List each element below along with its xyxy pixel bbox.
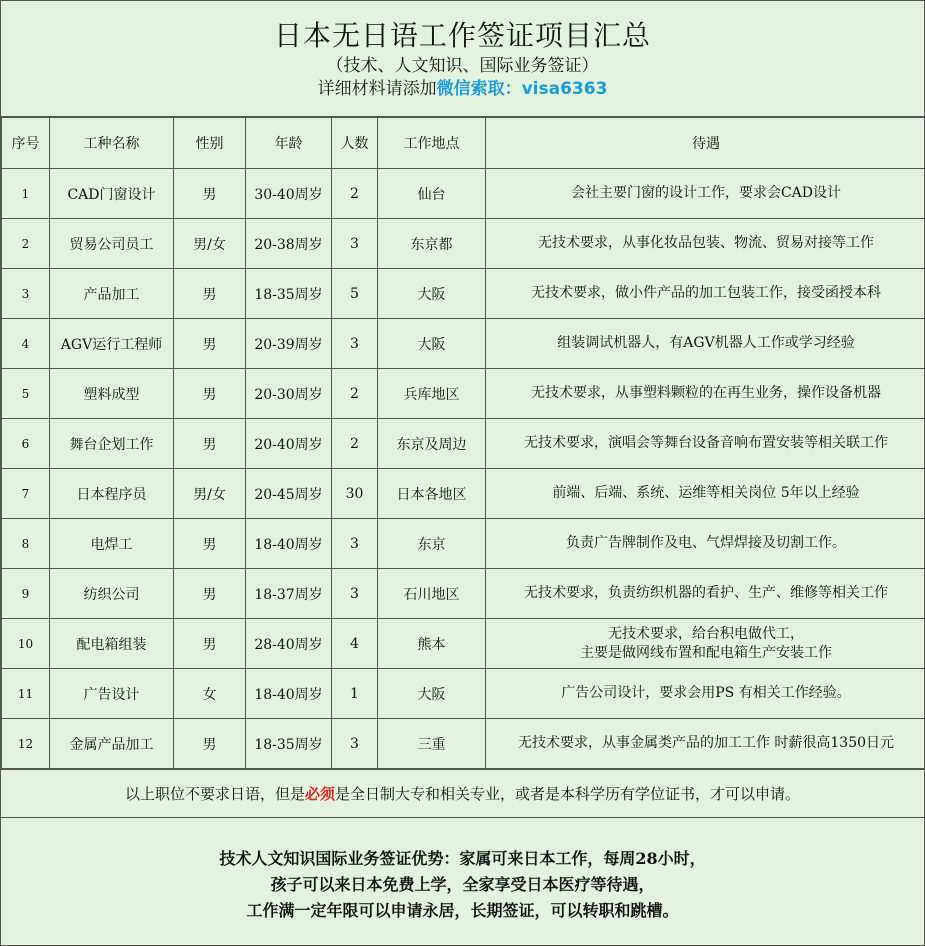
benefit-line: 会社主要门窗的设计工作，要求会CAD设计: [570, 185, 842, 201]
cell-count: 3: [332, 719, 378, 769]
cell-count: 4: [332, 619, 378, 669]
cell-count: 5: [332, 269, 378, 319]
cell-count: 2: [332, 169, 378, 219]
cell-job: CAD门窗设计: [50, 169, 174, 219]
col-header-gender: 性别: [174, 118, 246, 169]
cell-gender: 男/女: [174, 219, 246, 269]
benefit-line: 无技术要求，做小件产品的加工包装工作，接受函授本科: [531, 285, 881, 301]
cell-benefit: [486, 719, 925, 769]
cell-age: 30-40周岁: [246, 169, 332, 219]
cell-no: 4: [2, 319, 50, 369]
benefit-line: 无技术要求，从事塑料颗粒的在再生业务，操作设备机器: [531, 385, 881, 401]
cell-no: 7: [2, 469, 50, 519]
cell-age: 18-40周岁: [246, 519, 332, 569]
benefit-line: 无技术要求，从事化妆品包装、物流、贸易对接等工作: [538, 235, 874, 251]
cell-gender: 男: [174, 269, 246, 319]
header: [1, 1, 924, 117]
cell-location: 大阪: [378, 319, 486, 369]
cell-count: 3: [332, 319, 378, 369]
cell-no: 10: [2, 619, 50, 669]
cell-job: 日本程序员: [50, 469, 174, 519]
benefit-line: 无技术要求，演唱会等舞台设备音响布置安装等相关联工作: [524, 435, 888, 451]
benefit-line: 主要是做网线布置和配电箱生产安装工作: [580, 644, 832, 661]
cell-job: 纺织公司: [50, 569, 174, 619]
cell-gender: 男: [174, 569, 246, 619]
cell-count: 1: [332, 669, 378, 719]
cell-count: 2: [332, 369, 378, 419]
cell-gender: 男: [174, 369, 246, 419]
table-header-row: [2, 118, 925, 169]
cell-no: 11: [2, 669, 50, 719]
col-header-age: 年龄: [246, 118, 332, 169]
cell-gender: 男: [174, 719, 246, 769]
cell-gender: 男: [174, 619, 246, 669]
cell-age: 18-37周岁: [246, 569, 332, 619]
cell-job: 舞台企划工作: [50, 419, 174, 469]
table-row: [2, 619, 925, 669]
table-row: [2, 669, 925, 719]
cell-benefit: [486, 219, 925, 269]
cell-count: 30: [332, 469, 378, 519]
requirement-note: [1, 769, 924, 818]
note-before: 以上职位不要求日语，但是: [124, 785, 305, 803]
cell-no: 8: [2, 519, 50, 569]
cell-job: 金属产品加工: [50, 719, 174, 769]
cell-location: 仙台: [378, 169, 486, 219]
job-table: [1, 117, 925, 769]
benefit-line: 无技术要求，从事金属类产品的加工工作 时薪很高1350日元: [517, 735, 895, 751]
cell-no: 1: [2, 169, 50, 219]
cell-location: 大阪: [378, 269, 486, 319]
cell-no: 5: [2, 369, 50, 419]
cell-job: 广告设计: [50, 669, 174, 719]
table-row: [2, 569, 925, 619]
cell-location: 大阪: [378, 669, 486, 719]
table-row: [2, 169, 925, 219]
cell-count: 3: [332, 519, 378, 569]
cell-location: 东京及周边: [378, 419, 486, 469]
table-row: [2, 319, 925, 369]
cell-no: 6: [2, 419, 50, 469]
table-row: [2, 269, 925, 319]
cell-benefit: [486, 569, 925, 619]
cell-age: 20-39周岁: [246, 319, 332, 369]
cell-job: 配电箱组装: [50, 619, 174, 669]
col-header-count: 人数: [332, 118, 378, 169]
cell-job: 产品加工: [50, 269, 174, 319]
benefit-line: 无技术要求，负责纺织机器的看护、生产、维修等相关工作: [524, 585, 888, 601]
col-header-no: 序号: [2, 118, 50, 169]
cell-no: 3: [2, 269, 50, 319]
cell-benefit: [486, 169, 925, 219]
cell-gender: 男: [174, 519, 246, 569]
cell-gender: 男: [174, 419, 246, 469]
cell-benefit: [486, 419, 925, 469]
cell-benefit: [486, 369, 925, 419]
note-emphasis: 必须: [304, 785, 335, 803]
cell-job: 贸易公司员工: [50, 219, 174, 269]
cell-location: 东京: [378, 519, 486, 569]
col-header-benefit: 待遇: [486, 118, 925, 169]
cell-benefit: [486, 269, 925, 319]
page-subtitle: （技术、人文知识、国际业务签证）: [326, 56, 599, 76]
cell-benefit: [486, 319, 925, 369]
cell-age: 20-40周岁: [246, 419, 332, 469]
advantage-line-2: 孩子可以来日本免费上学，全家享受日本医疗等待遇，: [270, 875, 655, 894]
cell-count: 3: [332, 219, 378, 269]
cell-job: 塑料成型: [50, 369, 174, 419]
contact-wechat: 微信索取：visa6363: [436, 79, 608, 99]
benefit-line: 前端、后端、系统、运维等相关岗位 5年以上经验: [552, 485, 860, 501]
table-row: [2, 519, 925, 569]
cell-gender: 男: [174, 169, 246, 219]
cell-no: 12: [2, 719, 50, 769]
cell-count: 3: [332, 569, 378, 619]
cell-location: 兵库地区: [378, 369, 486, 419]
cell-gender: 男: [174, 319, 246, 369]
benefit-line: 组装调试机器人，有AGV机器人工作或学习经验: [557, 335, 855, 351]
contact-prefix: 详细材料请添加: [317, 79, 437, 99]
cell-count: 2: [332, 419, 378, 469]
benefit-line: 无技术要求，给台积电做代工，: [608, 625, 804, 642]
table-row: [2, 369, 925, 419]
table-row: [2, 419, 925, 469]
benefit-line: 广告公司设计，要求会用PS 有相关工作经验。: [561, 685, 851, 701]
cell-location: 三重: [378, 719, 486, 769]
cell-no: 2: [2, 219, 50, 269]
visa-advantages: [1, 818, 924, 924]
cell-gender: 女: [174, 669, 246, 719]
col-header-job: 工种名称: [50, 118, 174, 169]
cell-age: 18-35周岁: [246, 269, 332, 319]
table-row: [2, 469, 925, 519]
cell-job: 电焊工: [50, 519, 174, 569]
benefit-line: 负责广告牌制作及电、气焊焊接及切割工作。: [566, 535, 846, 551]
advantage-line-3: 工作满一定年限可以申请永居，长期签证，可以转职和跳槽。: [246, 901, 679, 920]
col-header-location: 工作地点: [378, 118, 486, 169]
advantage-line-1: 技术人文知识国际业务签证优势：家属可来日本工作，每周28小时，: [219, 849, 706, 868]
contact-line: [1, 77, 924, 101]
cell-benefit: [486, 619, 925, 669]
cell-benefit: [486, 469, 925, 519]
table-row: [2, 719, 925, 769]
cell-age: 18-35周岁: [246, 719, 332, 769]
page-title: 日本无日语工作签证项目汇总: [273, 19, 651, 52]
cell-age: 28-40周岁: [246, 619, 332, 669]
cell-location: 日本各地区: [378, 469, 486, 519]
cell-benefit: [486, 519, 925, 569]
cell-location: 熊本: [378, 619, 486, 669]
table-row: [2, 219, 925, 269]
cell-age: 20-30周岁: [246, 369, 332, 419]
cell-location: 石川地区: [378, 569, 486, 619]
job-table-body: [2, 169, 925, 769]
cell-no: 9: [2, 569, 50, 619]
note-after: 是全日制大专和相关专业，或者是本科学历有学位证书，才可以申请。: [335, 785, 801, 803]
cell-gender: 男/女: [174, 469, 246, 519]
cell-benefit: [486, 669, 925, 719]
cell-age: 18-40周岁: [246, 669, 332, 719]
cell-job: AGV运行工程师: [50, 319, 174, 369]
cell-location: 东京都: [378, 219, 486, 269]
cell-age: 20-38周岁: [246, 219, 332, 269]
cell-age: 20-45周岁: [246, 469, 332, 519]
